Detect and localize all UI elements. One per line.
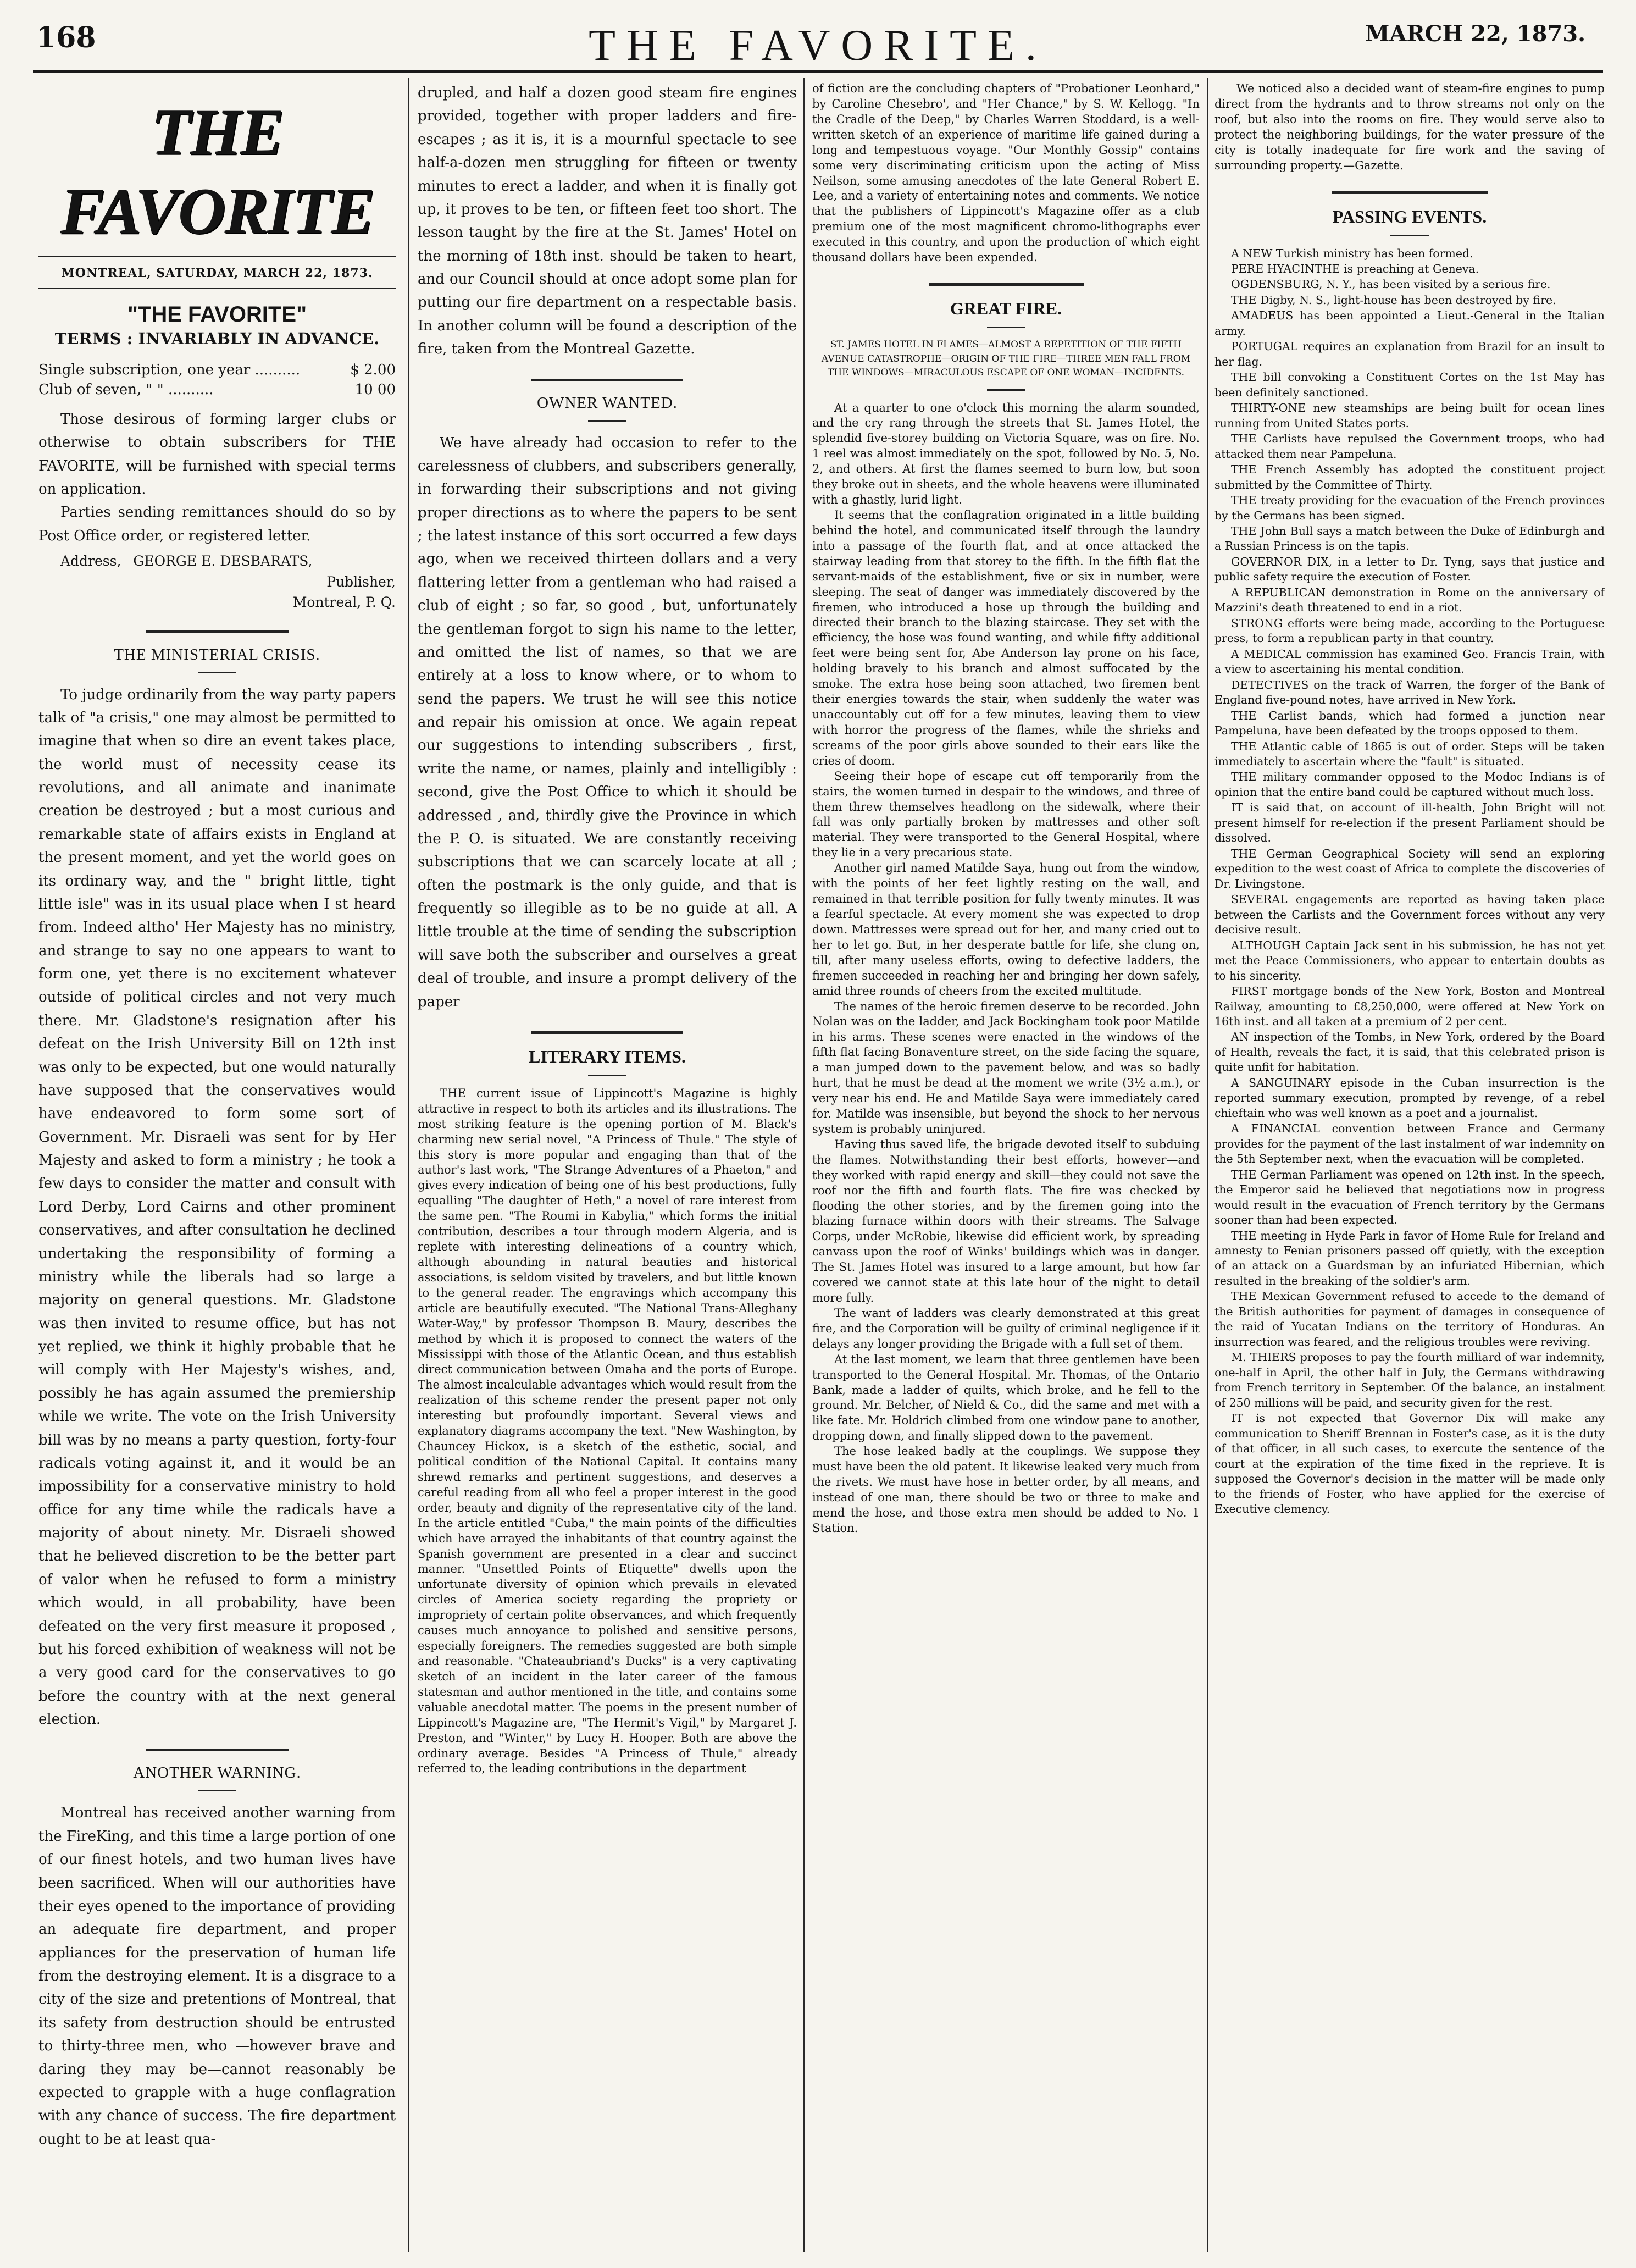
ornament-rule [812, 280, 1200, 287]
article-body: Seeing their hope of escape cut off temporarily from the stairs, the women turned in despair to the windows, and three of them threw themselves headlong on the sidewalk, where their fall was only partially broken by mattresses and other soft material. They were transported to the General Hospital, where they lie in a very precarious state. [812, 769, 1200, 860]
page-number: 168 [36, 21, 96, 54]
ornament-rule [38, 627, 396, 635]
short-rule [588, 420, 626, 422]
column-3 [812, 81, 1200, 2252]
news-item: AMADEUS has been appointed a Lieut.-General in the Italian army. [1214, 309, 1605, 338]
column-divider [803, 78, 805, 2252]
publisher-place: Montreal, P. Q. [292, 594, 396, 611]
article-body: THE current issue of Lippincott's Magazine is highly attractive in respect to both its articles and its illustrations. The most striking feature is the opening portion of M. Black's charming new serial novel, "A Princess of Thule." The style of this story is more popular and engaging than that of the author's last work, "The Strange Adventures of a Phaeton," and gives every indication of being one of his best productions, fully equalling "The daughter of Heth," a novel of rare interest from the same pen. "The Roumi in Kabylia," which forms the initial contribution, describes a tour through modern Algeria, and is replete with interesting delineations of a country which, although abounding in natural beauties and historical associations, is seldom visited by travelers, and but little known to the general reader. The engravings which accompany this article are beautifully executed. "The National Trans-Alleghany Water-Way," by professor Thompson B. Maury, describes the method by which it is proposed to connect the waters of the Mississippi with those of the Atlantic Ocean, and thus establish direct communication between Omaha and the ports of Europe. The almost incalculable advantages which would result from the realization of this scheme render the present paper not only interesting but profoundly important. Several views and explanatory diagrams accompany the text. "New Washington, by Chauncey Hickox, is a sketch of the esthetic, social, and political condition of the National Capital. It contains many shrewd remarks and pertinent suggestions, and deserves a careful reading from all who feel a proper interest in the good order, beauty and dignity of the representative city of the land. In the article entitled "Cuba," the main points of the difficulties which have arrayed the inhabitants of that country against the Spanish government are presented in a clear and succinct manner. "Unsettled Points of Etiquette" dwells upon the unfortunate diversity of opinion which prevails in elevated circles of America society regarding the propriety or impropriety of certain polite observances, and which frequently causes much annoyance to polished and sensitive persons, especially foreigners. The remedies suggested are both simple and reasonable. "Chateaubriand's Ducks" is a very captivating sketch of an incident in the later career of the famous statesman and author mentioned in the title, and contains some valuable anecdotal matter. The poems in the present number of Lippincott's Magazine are, "The Hermit's Vigil," by Margaret J. Preston, and "Winter," by Lucy H. Hooper. Both are above the ordinary average. Besides "A Princess of Thule," already referred to, the leading contributions in the department [418, 1086, 797, 1775]
article-body: Another girl named Matilde Saya, hung out from the window, with the points of her feet lightly resting on the wall, and remained in that terrible position for fully twenty minutes. It was a fearful spectacle. At every moment she was expected to drop down. Mattresses were spread out for her, and many cried out to her to let go. But, in her desperate battle for life, she clung on, till, after many useless efforts, owing to defective ladders, the firemen succeeded in reaching her and bringing her down safely, amid three rounds of cheers from the excited multitude. [812, 861, 1200, 998]
column-2 [418, 81, 797, 2252]
masthead-logo: THE FAVORITE [60, 95, 374, 247]
rate-row [38, 360, 396, 380]
news-item: A NEW Turkish ministry has been formed. [1231, 246, 1473, 260]
column-divider [408, 78, 409, 2252]
article-heading: LITERARY ITEMS. [529, 1046, 686, 1066]
article-heading: PASSING EVENTS. [1332, 206, 1487, 226]
short-rule [1390, 235, 1429, 236]
short-rule [987, 389, 1025, 391]
news-item: THE German Geographical Society will send an exploring expedition to the west coast of Africa to complete the discoveries of Dr. Livingstone. [1214, 847, 1605, 890]
subscription-title: "THE FAVORITE" [127, 302, 307, 327]
article-heading: THE MINISTERIAL CRISIS. [114, 645, 320, 663]
news-item: IT is not expected that Governor Dix will make any communication to Sheriff Brennan in Foster's case, as it is the duty of that officer, in all such cases, to exercute the sentence of the court at the expiration of the time fixed in the reprieve. It is supposed the Governor's decision in the matter will be made only to the friends of Foster, who have applied for the exercise of Executive clemency. [1214, 1412, 1605, 1515]
ornament-rule [1214, 188, 1605, 196]
ornament-rule [418, 1028, 797, 1036]
news-item: SEVERAL engagements are reported as having taken place between the Carlists and the Government forces without any very decisive result. [1214, 893, 1605, 937]
header-rule [33, 70, 1603, 73]
issue-date: MARCH 22, 1873. [1365, 21, 1585, 47]
news-item: IT is said that, on account of ill-health, John Bright will not present himself for re-election if the present Parliament should be dissolved. [1214, 801, 1605, 845]
running-title: THE FAVORITE. [589, 21, 1047, 70]
article-body: At the last moment, we learn that three gentlemen have been transported to the General Hospital. Mr. Thomas, of the Ontario Bank, made a ladder of quilts, which broke, and he fell to the ground. Mr. Belcher, of Nield & Co., did the same and met with a like fate. Mr. Holdrich climbed from one window pane to another, dropping down, and finally slipped down to the pavement. [812, 1352, 1200, 1443]
rate-label: Single subscription, one year .......... [38, 362, 301, 378]
news-item: ALTHOUGH Captain Jack sent in his submission, he has not yet met the Peace Commissioners, who appear to entertain doubts as to his sincerity. [1214, 938, 1605, 982]
article-body: Having thus saved life, the brigade devoted itself to subduing the flames. Notwithstanding their best efforts, however—and they worked with rapid energy and skill—they could not save the roof nor the fifth and fourth flats. The fire was checked by flooding the other stories, and by the firemen going into the blazing furnace within doors with their streams. The Salvage Corps, under McRobie, likewise did efficient work, by spreading canvass upon the roof of Winks' buildings which was in danger. The St. James Hotel was insured to a large amount, but how far covered we cannot state at this late hour of the night to detail more fully. [812, 1137, 1200, 1305]
article-subheading: ST. JAMES HOTEL IN FLAMES—ALMOST A REPETITION OF THE FIFTH AVENUE CATASTROPHE—ORIGIN OF THE FIRE—THREE MEN FALL FROM THE WINDOWS—MIRACULOUS ESCAPE OF ONE WOMAN—INCIDENTS. [821, 339, 1191, 379]
article-body: Montreal has received another warning from the FireKing, and this time a large portion of one of our finest hotels, and two human lives have been sacrificed. When will our authorities have their eyes opened to the importance of providing an adequate fire department, and proper appliances for the preservation of human life from the destroying element. It is a disgrace to a city of the size and pretentions of Montreal, that its safety from destruction should be entrusted to thirty-three men, who —however brave and daring they may be—cannot reasonably be expected to grapple with a huge conflagration with any chance of success. The fire department ought to be at least qua- [38, 1805, 396, 2148]
news-item: A MEDICAL commission has examined Geo. Francis Train, with a view to ascertaining his mental condition. [1214, 647, 1605, 676]
article-body: The want of ladders was clearly demonstrated at this great fire, and the Corporation will be guilty of criminal negligence if it delays any longer providing the Brigade with a full set of them. [812, 1306, 1200, 1351]
news-item: M. THIERS proposes to pay the fourth milliard of war indemnity, one-half in April, the other half in July, the Germans withdrawing from French territory in September. Of the balance, an instalment of 250 millions will be paid, and security given for the rest. [1214, 1351, 1605, 1409]
news-item: THE John Bull says a match between the Duke of Edinburgh and a Russian Princess is on the tapis. [1214, 524, 1605, 553]
article-heading: GREAT FIRE. [950, 298, 1062, 319]
news-item: PERE HYACINTHE is preaching at Geneva. [1231, 262, 1479, 275]
publisher-role: Publisher, [326, 573, 396, 590]
news-item: THE Atlantic cable of 1865 is out of order. Steps will be taken immediately to ascertain where the "fault" is situated. [1214, 739, 1605, 768]
news-item: THE military commander opposed to the Modoc Indians is of opinion that the entire band could be captured without much loss. [1214, 770, 1605, 799]
article-body: drupled, and half a dozen good steam fire engines provided, together with proper ladders and fire-escapes ; as it is, it is a mournful spectacle to see half-a-dozen men struggling for fifteen or twenty minutes to erect a ladder, and when it is finally got up, it proves to be ten, or fifteen feet too short. The lesson taught by the fire at the St. James' Hotel on the morning of 18th inst. should be taken to heart, and our Council should at once adopt some plan for putting our fire department on a respectable basis. In another column will be found a description of the fire, taken from the Montreal Gazette. [418, 85, 797, 358]
article-body: The hose leaked badly at the couplings. We suppose they must have been the old patent. It likewise leaked very much from the rivets. We must have hose in better order, by all means, and instead of one man, there should be two or three to make and mend the hose, and those extra men should be added to No. 1 Station. [812, 1445, 1200, 1535]
publisher-name: GEORGE E. DESBARATS, [133, 553, 313, 569]
rate-price: $ 2.00 [350, 362, 396, 378]
rate-price: 10 00 [354, 381, 396, 399]
news-item: PORTUGAL requires an explanation from Brazil for an insult to her flag. [1214, 340, 1605, 368]
article-body: We have already had occasion to refer to the carelessness of clubbers, and subscribers generally, in forwarding their subscriptions and not giving proper directions as to where the papers to be sent ; the latest instance of this sort occurred a few days ago, when we received thirteen dollars and a very flattering letter from a gentleman who had raised a club of eight ; so far, so good , but, unfortunately the gentleman forgot to sign his name to the letter, and omitted the list of names, so that we are entirely at a loss to know where, or to whom to send the papers. We trust he will see this notice and repair his omission at once. We again repeat our suggestions to intending subscribers , first, write the name, or names, plainly and intelligibly : second, give the Post Office to which it should be addressed , and, thirdly give the Province in which the P. O. is situated. We are constantly receiving subscriptions that we can scarcely locate at all ; often the postmark is the only guide, and that is frequently so illegible as to be no guide at all. A little trouble at the time of sending the subscription will save both the subscriber and ourselves a great deal of trouble, and insure a prompt delivery of the paper [418, 434, 797, 1010]
news-item: GOVERNOR DIX, in a letter to Dr. Tyng, says that justice and public safety require the execution of Foster. [1214, 555, 1605, 584]
short-rule [987, 327, 1025, 328]
short-rule [588, 1075, 626, 1076]
news-item: THE Digby, N. S., light-house has been destroyed by fire. [1231, 293, 1556, 307]
article-body: The names of the heroic firemen deserve to be recorded. John Nolan was on the ladder, and Jack Bockingham took poor Matilde in his arms. These scenes were enacted in the windows of the fifth flat facing Bonaventure street, on the side facing the square, a man jumped down to the pavement below, and was so badly hurt, that he must be dead at the moment we write (3½ a.m.), or very near his end. He and Matilde Saya were immediately cared for. Matilde was insensible, but beyond the shock to her nervous system is probably uninjured. [812, 999, 1200, 1136]
column-4 [1214, 81, 1605, 2252]
column-1 [38, 81, 396, 2252]
news-item: THE French Assembly has adopted the constituent project submitted by the Committee of Thirty. [1214, 463, 1605, 491]
news-item: THE Carlists have repulsed the Government troops, who had attacked them near Pampeluna. [1214, 432, 1605, 461]
subscription-terms: TERMS : INVARIABLY IN ADVANCE. [54, 329, 380, 348]
remittance-notice: Parties sending remittances should do so by Post Office order, or registered letter. [38, 504, 396, 544]
short-rule [198, 672, 236, 673]
news-item: THIRTY-ONE new steamships are being built for ocean lines running from United States ports. [1214, 401, 1605, 430]
news-item: THE meeting in Hyde Park in favor of Home Rule for Ireland and amnesty to Fenian prisoners passed off quietly, with the exception of an attack on a Guardsman by an infuriated Hibernian, which resulted in the breaking of the soldier's arm. [1214, 1229, 1605, 1287]
news-item: OGDENSBURG, N. Y., has been visited by a serious fire. [1231, 278, 1551, 291]
ornament-rule [418, 375, 797, 383]
news-item: A SANGUINARY episode in the Cuban insurrection is the reported summary execution, prompted by revenge, of a rebel chieftain who was well known as a poet and a journalist. [1214, 1076, 1605, 1120]
article-body: of fiction are the concluding chapters of "Probationer Leonhard," by Caroline Chesebro', and "Her Chance," by S. W. Kellogg. "In the Cradle of the Deep," by Charles Warren Stoddard, is a well-written sketch of an experience of maritime life gained during a long and tempestuous voyage. "Our Monthly Gossip" contains some very discriminating criticism upon the acting of Miss Neilson, some amusing anecdotes of the late General Robert E. Lee, and a variety of entertaining notes and comments. We notice that the publishers of Lippincott's Magazine offer as a club premium one of the most magnificent chromo-lithographs ever executed in this country, and upon the production of which eight thousand dollars have been expended. [812, 82, 1200, 264]
clubs-notice: Those desirous of forming larger clubs or otherwise to obtain subscribers for THE FAVORITE, will be furnished with special terms on application. [38, 411, 396, 497]
article-body: We noticed also a decided want of steam-fire engines to pump direct from the hydrants and to throw streams not only on the roof, but also into the rooms on fire. They would serve also to protect the neighboring buildings, for the water pressure of the city is totally inadequate for fire work and the saving of surrounding property.—Gazette. [1214, 82, 1605, 172]
passing-events-list [1214, 246, 1605, 1517]
article-body: It seems that the conflagration originated in a little building behind the hotel, and communicated itself through the laundry into a passage of the fourth flat, and at once attacked the stairway leading from that storey to the fifth. In the fifth flat the servant-maids of the establishment, five or six in number, were sleeping. The seat of danger was immediately discovered by the firemen, who introduced a hose up through the building and directed their branch to the blazing staircase. They set with the efficiency, the hose was found wanting, and while fifty additional feet were being sent for, Abe Anderson lay prone on his face, holding bravely to his branch and almost suffocated by the smoke. The extra hose being soon attached, two firemen bent their energies towards the stair, when suddenly the water was unaccountably cut off for a few minutes, leaving them to view with horror the progress of the flames, while the shrieks and screams of the poor girls above sounded to their ears like the cries of doom. [812, 508, 1200, 767]
rate-row [38, 380, 396, 400]
article-heading: ANOTHER WARNING. [133, 1764, 301, 1782]
news-item: FIRST mortgage bonds of the New York, Boston and Montreal Railway, amounting to £8,250,000, were offered at New York on 16th inst. and all taken at a premium of 2 per cent. [1214, 984, 1605, 1028]
news-item: AN inspection of the Tombs, in New York, ordered by the Board of Health, reveals the fact, it is said, that this celebrated prison is quite unfit for habitation. [1214, 1030, 1605, 1074]
news-item: THE Carlist bands, which had formed a junction near Pampeluna, have been defeated by the troops opposed to them. [1214, 709, 1605, 738]
ornament-rule [38, 1745, 396, 1753]
news-item: A REPUBLICAN demonstration in Rome on the anniversary of Mazzini's death threatened to end in a riot. [1214, 585, 1605, 615]
news-item: STRONG efforts were being made, according to the Portuguese press, to form a republican party in that country. [1214, 616, 1605, 645]
news-item: THE bill convoking a Constituent Cortes on the 1st May has been definitely sanctioned. [1214, 370, 1605, 399]
news-item: THE German Parliament was opened on 12th inst. In the speech, the Emperor said he believed that negotiations now in progress would result in the evacuation of French territory by the Germans sooner than had been expected. [1214, 1168, 1605, 1227]
short-rule [198, 1790, 236, 1791]
dateline: MONTREAL, SATURDAY, MARCH 22, 1873. [38, 256, 396, 290]
news-item: THE Mexican Government refused to accede to the demand of the British authorities for payment of damages in consequence of the raid of Yucatan Indians on the territory of Honduras. An insurrection was feared, and the religious troubles were reviving. [1214, 1290, 1605, 1348]
news-item: A FINANCIAL convention between France and Germany provides for the payment of the last instalment of war indemnity on the 5th September next, when the evacuation will be completed. [1214, 1122, 1605, 1166]
address-label: Address, [60, 553, 121, 569]
publisher-address [60, 551, 396, 613]
column-divider [1207, 78, 1208, 2252]
article-body: To judge ordinarily from the way party papers talk of "a crisis," one may almost be permitted to imagine that when so dire an event takes place, the world must of necessity cease its revolutions, and all animate and inanimate creation be destroyed ; but a most curious and remarkable state of affairs exists in England at the present moment, and yet the world goes on its ordinary way, and the " bright little, tight little isle" was in its usual place when I st heard from. Indeed altho' Her Majesty has no ministry, and strange to say no one appears to want to form one, yet there is no excitement whatever outside of political circles and not very much there. Mr. Gladstone's resignation after his defeat on the Irish University Bill on 12th inst was only to be expected, but one would naturally have supposed that the conservatives would have endeavored to form some sort of Government. Mr. Disraeli was sent for by Her Majesty and asked to form a ministry ; he took a few days to consider the matter and consult with Lord Derby, Lord Cairns and other prominent conservatives, and after consultation he declined undertaking the responsibility of forming a ministry while the liberals had so large a majority on general questions. Mr. Gladstone was then invited to resume office, but has not yet replied, we think it highly probable that he will comply with Her Majesty's wishes, and, possibly he has again assumed the premiership while we write. The vote on the Irish University bill was by no means a party question, forty-four radicals voting against it, and it would be an impossibility for a conservative ministry to hold office for any time while the radicals have a majority of about ninety. Mr. Disraeli showed that he believed discretion to be the better part of valor when he refused to form a ministry which would, in all probability, have been defeated on the very first measure it proposed , but his forced exhibition of weakness will not be a very good card for the conservatives to go before the country with at the next general election. [38, 686, 396, 1728]
news-item: THE treaty providing for the evacuation of the French provinces by the Germans has been signed. [1214, 494, 1605, 522]
news-item: DETECTIVES on the track of Warren, the forger of the Bank of England five-pound notes, have arrived in New York. [1214, 678, 1605, 707]
rate-label: Club of seven, " " .......... [38, 381, 214, 399]
article-heading: OWNER WANTED. [537, 394, 678, 412]
article-body: At a quarter to one o'clock this morning the alarm sounded, and the cry rang through the streets that St. James Hotel, the splendid five-storey building on Victoria Square, was on fire. No. 1 reel was almost immediately on the spot, followed by No. 5, No. 2, and others. At first the flames seemed to burn low, but soon they broke out in sheets, and the whole heavens were illuminated with a ghastly, lurid light. [812, 401, 1200, 507]
